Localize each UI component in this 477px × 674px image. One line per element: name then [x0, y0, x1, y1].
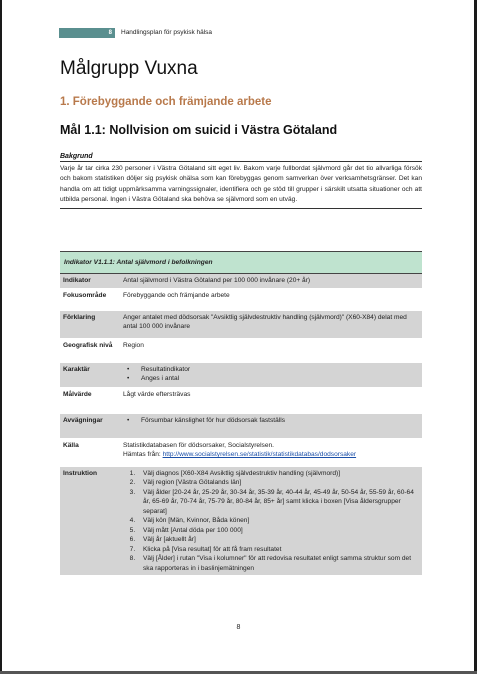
indicator-table-heading: Indikator V1.1.1: Antal självmord i befolkningen — [60, 251, 422, 274]
row-value — [120, 439, 422, 466]
row-value: Förebyggande och främjande arbete — [123, 291, 230, 299]
row-value: Anger antalet med dödsorsak "Avsiktlig självdestruktiv handling (självmord)" (X60-X84) delat med antal 100 000 invånare — [123, 313, 407, 330]
source-link[interactable]: http://www.socialstyrelsen.se/statistik/statistikdatabas/dodsorsaker — [162, 451, 357, 458]
table-row-kalla — [60, 439, 422, 467]
goal-heading: Mål 1.1: Nollvision om suicid i Västra Götaland — [60, 123, 338, 137]
row-key: Indikator — [63, 277, 91, 284]
header-title: Handlingsplan för psykisk hälsa — [121, 29, 213, 36]
row-key: Instruktion — [63, 469, 98, 477]
karaktar-list — [123, 365, 419, 384]
indicator-table — [60, 251, 422, 576]
table-row-forklaring — [60, 311, 422, 339]
source-line: Statistikdatabasen för dödsorsaker, Socialstyrelsen. — [123, 441, 275, 449]
instruction-step: 7. Klicka på [Visa resultat] för att få fram resultatet — [137, 545, 419, 555]
instruction-step: 8. Välj [Ålder] i rutan "Visa i kolumner" för att redovisa resultatet enligt samma struktur som det ska rapporteras in i baslinjemätningen — [137, 554, 419, 573]
row-value — [120, 363, 422, 387]
table-row-malvarde — [60, 388, 422, 414]
background-text: Varje år tar cirka 230 personer i Västra Götaland sitt eget liv. Bakom varje fullbordat självmord går det tio allvarliga försök och bakom statistiken döljer sig psykisk ohälsa som kan förebyggas genom samverkan över verksamhetsgränser. Det kan handla om att tidigt uppmärksamma varningssignaler, identifiera och ge stöd till grupper i särskilt utsatta situationer och att utbilda personal. Ingen i Västra Götaland ska behöva se självmord som en utväg. — [60, 164, 422, 209]
row-key: Förklaring — [63, 313, 96, 321]
row-key: Karaktär — [63, 365, 90, 373]
table-row-geografisk-niva — [60, 339, 422, 363]
row-value: Lågt värde eftersträvas — [123, 390, 191, 398]
section-heading: 1. Förebyggande och främjande arbete — [60, 96, 272, 108]
instruction-step: 3. Välj ålder [20-24 år, 25-29 år, 30-34 år, 35-39 år, 40-44 år, 45-49 år, 50-54 år, 55-59 år, 60-64 år, 65-69 år, 70-74 år, 75-79 år, 80-84 år, 85+ år] samt klicka i boxen [Visa åldersgrupper separat] — [137, 488, 419, 517]
footer-page-number: 8 — [236, 624, 241, 631]
table-row-instruktion — [60, 467, 422, 577]
instruction-step: 4. Välj kön [Män, Kvinnor, Båda könen] — [137, 516, 419, 526]
list-item: • Anges i antal — [135, 374, 419, 384]
table-row-karaktar — [60, 363, 422, 388]
instruction-steps — [123, 469, 419, 574]
list-item: • Resultatindikator — [135, 365, 419, 375]
row-value — [120, 467, 422, 576]
background-label: Bakgrund — [60, 153, 422, 162]
row-key: Fokusområde — [63, 291, 107, 299]
page-border-left — [0, 0, 2, 674]
row-key: Geografisk nivå — [63, 341, 113, 349]
row-key: Avvägningar — [63, 416, 103, 424]
table-row-indikator — [60, 274, 422, 289]
running-header — [59, 27, 212, 38]
row-key: Källa — [63, 441, 79, 449]
source-link-line — [123, 450, 419, 460]
source-link-prefix: Hämtas från: — [123, 451, 163, 458]
instruction-step: 2. Välj region [Västra Götalands län] — [137, 478, 419, 488]
header-page-badge: 8 — [59, 28, 115, 38]
row-key: Målvärde — [63, 390, 92, 398]
row-value: Antal självmord i Västra Götaland per 100 000 invånare (20+ år) — [123, 277, 311, 284]
instruction-step: 6. Välj år [aktuellt år] — [137, 535, 419, 545]
page-title: Målgrupp Vuxna — [60, 58, 198, 79]
list-item: • Försumbar känslighet för hur dödsorsak fastställs — [135, 416, 419, 426]
instruction-step: 5. Välj mått [Antal döda per 100 000] — [137, 526, 419, 536]
table-row-fokusomrade — [60, 289, 422, 311]
row-value: Region — [123, 341, 144, 349]
instruction-step: 1. Välj diagnos [X60-X84 Avsiktlig självdestruktiv handling (självmord)] — [137, 469, 419, 479]
table-row-avvagningar — [60, 414, 422, 439]
row-value — [120, 414, 422, 438]
avvagningar-list — [123, 416, 419, 426]
